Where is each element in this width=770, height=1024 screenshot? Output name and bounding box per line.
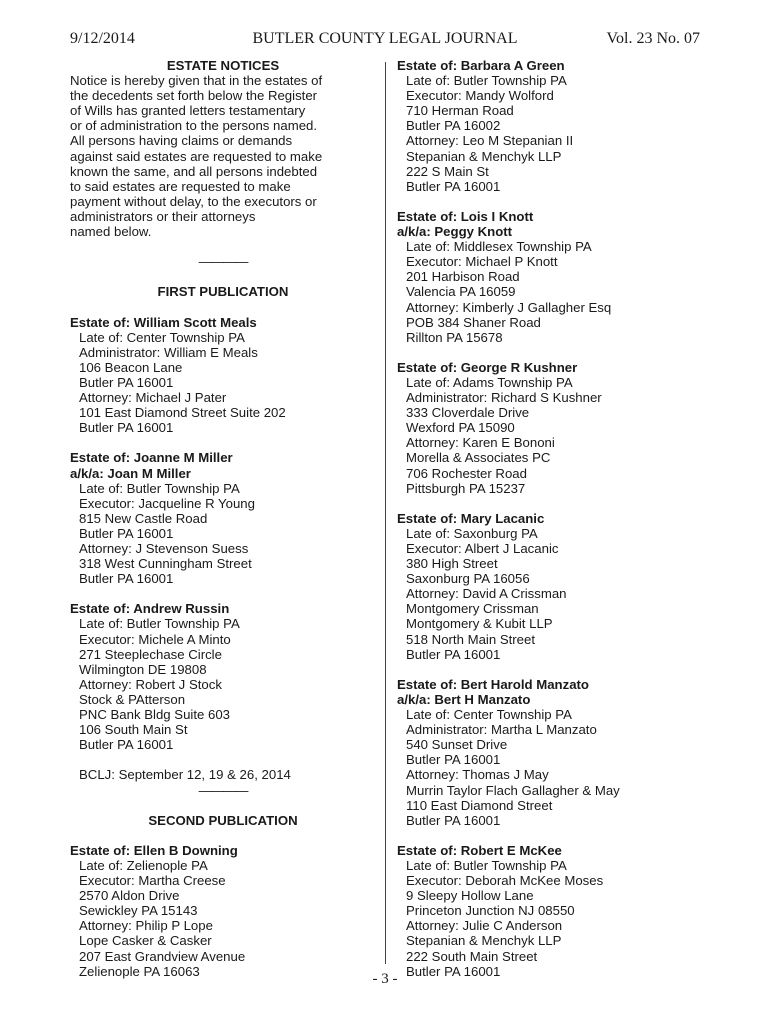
estate-detail-line: Butler PA 16001 bbox=[79, 737, 174, 753]
estate-detail-line: Late of: Zelienople PA bbox=[79, 857, 208, 873]
estate-notice bbox=[397, 58, 703, 194]
estate-detail-line: Zelienople PA 16063 bbox=[79, 963, 200, 979]
estate-detail-line: 380 High Street bbox=[406, 556, 498, 572]
estate-detail-line: Executor: Jacqueline R Young bbox=[79, 495, 255, 511]
bclj-dates: BCLJ: September 12, 19 & 26, 2014 bbox=[79, 767, 291, 783]
intro-line: named below. bbox=[70, 224, 152, 240]
estate-detail-line: Stepanian & Menchyk LLP bbox=[406, 933, 562, 949]
estate-detail-line: Late of: Butler Township PA bbox=[406, 73, 567, 89]
second-publication-estates bbox=[70, 843, 376, 979]
estate-detail-line: Sewickley PA 15143 bbox=[79, 903, 198, 919]
left-column bbox=[70, 58, 376, 979]
estate-detail-line: Attorney: Julie C Anderson bbox=[406, 918, 563, 934]
estate-detail-line: Attorney: Robert J Stock bbox=[79, 676, 222, 692]
estate-detail-line: Administrator: Richard S Kushner bbox=[406, 390, 602, 406]
estate-detail-line: Princeton Junction NJ 08550 bbox=[406, 903, 575, 919]
estate-detail-line: 110 East Diamond Street bbox=[406, 797, 553, 813]
right-column-estates bbox=[397, 58, 703, 979]
estate-aka: a/k/a: Bert H Manzato bbox=[397, 691, 531, 707]
estate-notice bbox=[397, 360, 703, 496]
estate-notice bbox=[397, 209, 703, 345]
intro-line: Notice is hereby given that in the estates of bbox=[70, 73, 323, 89]
volume-number: Vol. 23 No. 07 bbox=[606, 30, 700, 47]
estate-detail-line: Late of: Butler Township PA bbox=[406, 857, 567, 873]
estate-aka: a/k/a: Peggy Knott bbox=[397, 224, 513, 240]
intro-line: the decedents set forth below the Register bbox=[70, 88, 318, 104]
estate-detail-line: Butler PA 16001 bbox=[406, 963, 501, 979]
estate-detail-line: Executor: Deborah McKee Moses bbox=[406, 873, 604, 889]
right-column bbox=[397, 58, 703, 979]
estate-detail-line: Attorney: David A Crissman bbox=[406, 586, 567, 602]
estate-detail-line: Attorney: Thomas J May bbox=[406, 767, 549, 783]
section-divider: ———— bbox=[198, 782, 248, 798]
estate-detail-line: Saxonburg PA 16056 bbox=[406, 571, 530, 587]
first-publication-heading: FIRST PUBLICATION bbox=[157, 284, 289, 300]
estate-detail-line: 106 Beacon Lane bbox=[79, 359, 183, 375]
estate-detail-line: Butler PA 16001 bbox=[406, 812, 501, 828]
estate-detail-line: 318 West Cunningham Street bbox=[79, 556, 252, 572]
intro-line: All persons having claims or demands bbox=[70, 133, 293, 149]
estate-detail-line: 271 Steeplechase Circle bbox=[79, 646, 222, 662]
estate-detail-line: Pittsburgh PA 15237 bbox=[406, 480, 526, 496]
estate-detail-line: POB 384 Shaner Road bbox=[406, 314, 541, 330]
intro-paragraph bbox=[70, 73, 376, 239]
estate-detail-line: Montgomery Crissman bbox=[406, 601, 539, 617]
estate-detail-line: Morella & Associates PC bbox=[406, 450, 551, 466]
estate-detail-line: Butler PA 16001 bbox=[406, 752, 501, 768]
estate-detail-line: 222 S Main St bbox=[406, 163, 489, 179]
estate-name: Estate of: William Scott Meals bbox=[70, 314, 257, 330]
journal-header bbox=[70, 30, 700, 52]
estate-aka: a/k/a: Joan M Miller bbox=[70, 465, 191, 481]
intro-line: of Wills has granted letters testamentary bbox=[70, 103, 306, 119]
estate-detail-line: 815 New Castle Road bbox=[79, 510, 208, 526]
estate-detail-line: Executor: Albert J Lacanic bbox=[406, 541, 559, 556]
intro-line: or of administration to the persons named. bbox=[70, 118, 318, 134]
estate-name: Estate of: Ellen B Downing bbox=[70, 842, 238, 858]
estate-detail-line: Executor: Martha Creese bbox=[79, 873, 226, 889]
estate-detail-line: Late of: Center Township PA bbox=[406, 707, 572, 723]
estate-detail-line: Administrator: Martha L Manzato bbox=[406, 722, 597, 738]
estate-detail-line: Attorney: Kimberly J Gallagher Esq bbox=[406, 299, 612, 315]
estate-detail-line: Late of: Saxonburg PA bbox=[406, 525, 538, 541]
estate-notice bbox=[397, 511, 703, 662]
estate-name: Estate of: Barbara A Green bbox=[397, 58, 565, 73]
estate-detail-line: Butler PA 16001 bbox=[406, 646, 501, 662]
estate-detail-line: Late of: Butler Township PA bbox=[79, 616, 240, 632]
estate-detail-line: Late of: Adams Township PA bbox=[406, 374, 573, 390]
estate-detail-line: Butler PA 16001 bbox=[406, 178, 501, 194]
estate-notice bbox=[70, 315, 376, 436]
estate-detail-line: 101 East Diamond Street Suite 202 bbox=[79, 405, 286, 421]
estate-detail-line: Wilmington DE 19808 bbox=[79, 661, 207, 677]
issue-date: 9/12/2014 bbox=[70, 30, 135, 47]
estate-detail-line: 540 Sunset Drive bbox=[406, 737, 508, 753]
estate-detail-line: 333 Cloverdale Drive bbox=[406, 405, 530, 421]
estate-detail-line: Late of: Center Township PA bbox=[79, 329, 245, 345]
column-divider bbox=[385, 62, 386, 964]
estate-detail-line: Butler PA 16001 bbox=[79, 374, 174, 390]
estate-name: Estate of: Robert E McKee bbox=[397, 842, 562, 858]
estate-detail-line: Stepanian & Menchyk LLP bbox=[406, 148, 562, 164]
intro-line: payment without delay, to the executors or bbox=[70, 193, 317, 209]
estate-detail-line: 222 South Main Street bbox=[406, 948, 538, 964]
estate-name: Estate of: Andrew Russin bbox=[70, 601, 230, 617]
estate-detail-line: Lope Casker & Casker bbox=[79, 933, 212, 949]
estate-name: Estate of: Joanne M Miller bbox=[70, 450, 233, 466]
estate-detail-line: Murrin Taylor Flach Gallagher & May bbox=[406, 782, 620, 798]
estate-detail-line: Butler PA 16001 bbox=[79, 571, 174, 587]
estate-detail-line: Executor: Michele A Minto bbox=[79, 631, 231, 647]
estate-detail-line: 710 Herman Road bbox=[406, 103, 514, 119]
intro-line: administrators or their attorneys bbox=[70, 208, 256, 224]
estate-detail-line: Butler PA 16001 bbox=[79, 420, 174, 436]
estate-detail-line: Attorney: Karen E Bononi bbox=[406, 435, 555, 451]
estate-detail-line: 9 Sleepy Hollow Lane bbox=[406, 888, 534, 904]
estate-detail-line: Wexford PA 15090 bbox=[406, 420, 515, 436]
estate-detail-line: PNC Bank Bldg Suite 603 bbox=[79, 707, 231, 723]
estate-notices-heading: ESTATE NOTICES bbox=[166, 58, 280, 73]
estate-notice bbox=[397, 843, 703, 979]
estate-detail-line: 106 South Main St bbox=[79, 722, 188, 738]
estate-detail-line: 2570 Aldon Drive bbox=[79, 888, 180, 904]
estate-detail-line: Montgomery & Kubit LLP bbox=[406, 616, 553, 632]
section-divider: ———— bbox=[198, 254, 248, 270]
estate-detail-line: Valencia PA 16059 bbox=[406, 284, 516, 300]
estate-notice bbox=[70, 450, 376, 586]
estate-detail-line: Executor: Mandy Wolford bbox=[406, 88, 554, 104]
estate-name: Estate of: Lois I Knott bbox=[397, 208, 534, 224]
estate-detail-line: Butler PA 16001 bbox=[79, 525, 174, 541]
estate-detail-line: Butler PA 16002 bbox=[406, 118, 501, 134]
estate-detail-line: Late of: Butler Township PA bbox=[79, 480, 240, 496]
estate-name: Estate of: George R Kushner bbox=[397, 359, 578, 375]
estate-detail-line: Late of: Middlesex Township PA bbox=[406, 239, 592, 255]
estate-name: Estate of: Bert Harold Manzato bbox=[397, 676, 589, 692]
estate-detail-line: Attorney: Michael J Pater bbox=[79, 390, 227, 406]
estate-detail-line: Attorney: Philip P Lope bbox=[79, 918, 213, 934]
journal-title: BUTLER COUNTY LEGAL JOURNAL bbox=[252, 30, 518, 47]
estate-detail-line: Executor: Michael P Knott bbox=[406, 254, 558, 270]
first-publication-estates bbox=[70, 315, 376, 768]
intro-line: against said estates are requested to make bbox=[70, 148, 323, 164]
estate-detail-line: 518 North Main Street bbox=[406, 631, 536, 647]
estate-detail-line: 207 East Grandview Avenue bbox=[79, 948, 246, 964]
estate-detail-line: Administrator: William E Meals bbox=[79, 344, 258, 360]
estate-detail-line: Rillton PA 15678 bbox=[406, 329, 503, 345]
estate-detail-line: 706 Rochester Road bbox=[406, 465, 527, 481]
page-number: - 3 - bbox=[372, 971, 398, 987]
second-publication-heading: SECOND PUBLICATION bbox=[148, 812, 298, 828]
intro-line: known the same, and all persons indebted bbox=[70, 163, 318, 179]
estate-detail-line: Attorney: J Stevenson Suess bbox=[79, 541, 249, 556]
intro-line: to said estates are requested to make bbox=[70, 178, 291, 194]
estate-detail-line: 201 Harbison Road bbox=[406, 269, 520, 285]
estate-notice bbox=[70, 601, 376, 752]
estate-detail-line: Attorney: Leo M Stepanian II bbox=[406, 133, 574, 149]
estate-detail-line: Stock & PAtterson bbox=[79, 691, 186, 707]
estate-notice bbox=[397, 677, 703, 828]
estate-notice bbox=[70, 843, 376, 979]
estate-name: Estate of: Mary Lacanic bbox=[397, 510, 545, 526]
